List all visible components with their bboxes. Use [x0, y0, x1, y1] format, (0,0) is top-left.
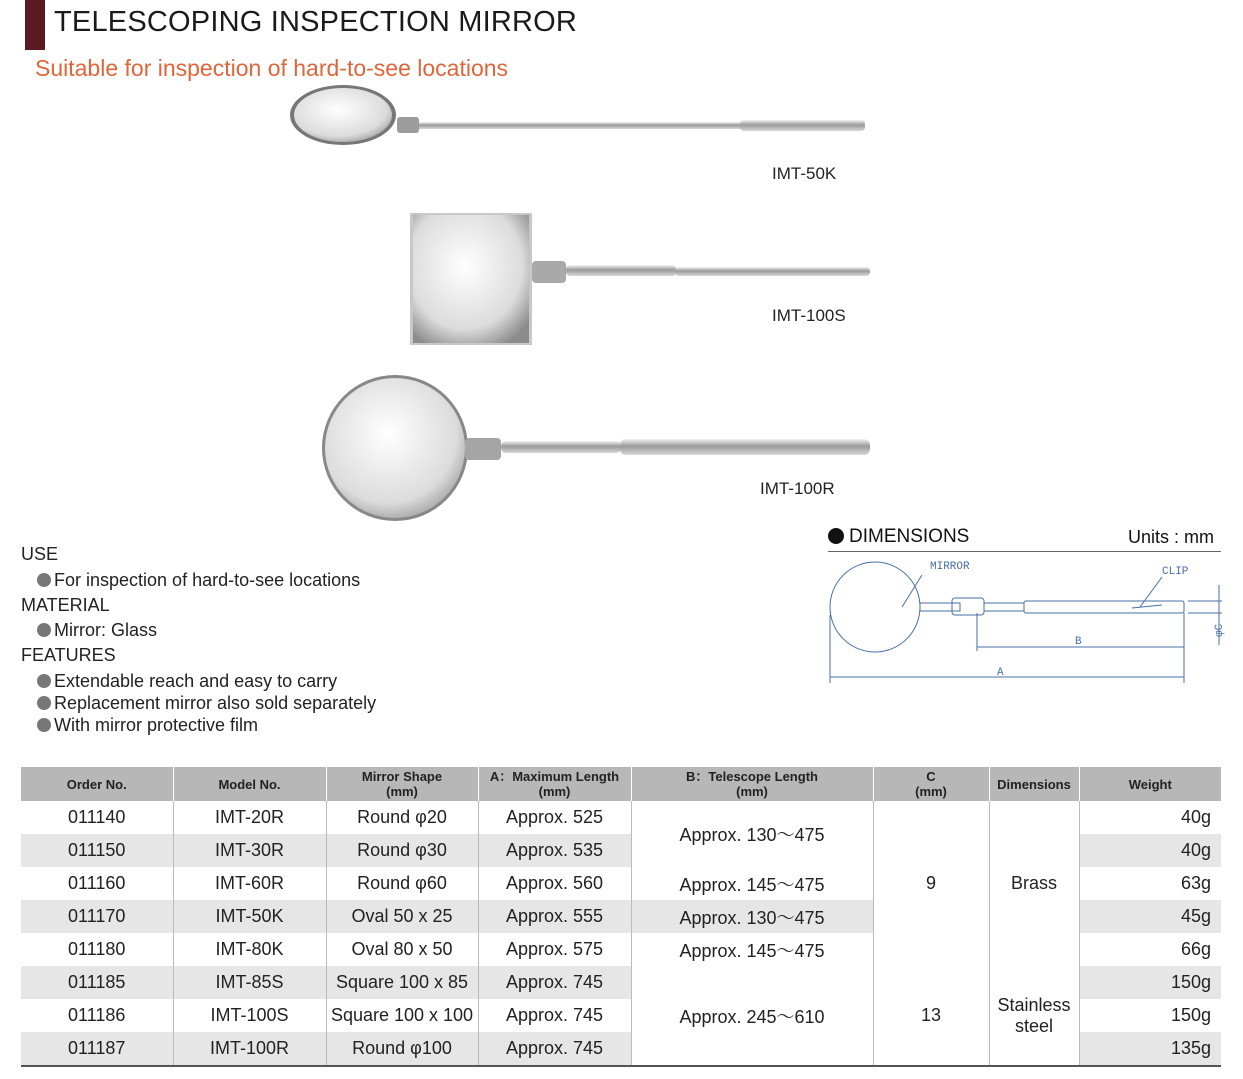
cell-c: 13 — [873, 966, 989, 1066]
cell-order: 011180 — [68, 939, 126, 959]
cell-shape: Round φ60 — [326, 867, 478, 900]
cell-max-length: Approx. 555 — [478, 900, 631, 933]
col-header-order: Order No. — [21, 767, 173, 801]
product-label-imt-50k: IMT-50K — [772, 164, 837, 183]
product-label-imt-100r: IMT-100R — [760, 479, 835, 498]
cell-model: IMT-30R — [173, 834, 326, 867]
dimension-label-mirror: MIRROR — [930, 561, 970, 573]
cell-telescope: Approx. 145～475 — [631, 933, 873, 966]
cell-model: IMT-50K — [173, 900, 326, 933]
product-label-imt-100s: IMT-100S — [772, 306, 846, 325]
cell-weight: 66g — [1079, 933, 1221, 966]
units-label: Units : mm — [1128, 527, 1215, 547]
feature-item: With mirror protective film — [37, 715, 258, 736]
cell-shape: Round φ30 — [326, 834, 478, 867]
cell-order: 011170 — [21, 900, 173, 933]
spec-table — [21, 767, 1221, 1067]
col-header-model: Model No. — [173, 767, 326, 801]
cell-max-length: Approx. 745 — [478, 999, 631, 1032]
cell-telescope: Approx. 130～475 — [631, 801, 873, 867]
page-title: TELESCOPING INSPECTION MIRROR — [54, 6, 578, 38]
col-header-shape: Mirror Shape (mm) — [326, 767, 478, 801]
col-header-c: C (mm) — [873, 767, 989, 801]
cell-order: 011150 — [21, 834, 173, 867]
dimension-label-a: A — [997, 667, 1004, 679]
col-header-dimensions: Dimensions — [989, 767, 1079, 801]
cell-dimensions: Brass — [989, 801, 1079, 966]
cell-model: IMT-100S — [173, 999, 326, 1032]
page-subtitle: Suitable for inspection of hard-to-see locations — [35, 55, 509, 81]
product-photo-oval-mirror — [285, 82, 875, 162]
cell-shape: Square 100 x 85 — [326, 966, 478, 999]
col-header-a: A：Maximum Length (mm) — [478, 767, 631, 801]
title-accent-bar — [25, 0, 45, 50]
bullet-icon — [828, 528, 844, 544]
product-photo-square-mirror — [400, 205, 880, 355]
cell-telescope: Approx. 130～475 — [631, 900, 873, 933]
cell-shape: Square 100 x 100 — [326, 999, 478, 1032]
dimensions-heading: DIMENSIONS — [828, 526, 969, 548]
material-heading: MATERIAL — [21, 595, 110, 615]
dimensions-diagram — [822, 555, 1232, 690]
dimensions-divider — [828, 551, 1221, 552]
col-header-b: B：Telescope Length (mm) — [631, 767, 873, 801]
bullet-icon — [37, 573, 51, 587]
feature-item: Extendable reach and easy to carry — [37, 671, 337, 692]
cell-weight: 150g — [1079, 999, 1221, 1032]
cell-shape: Round φ100 — [326, 1032, 478, 1066]
dimension-label-clip: CLIP — [1162, 566, 1189, 578]
cell-order: 011186 — [68, 1005, 126, 1025]
product-photo-round-mirror — [315, 370, 880, 530]
cell-weight: 40g — [1079, 801, 1221, 834]
dimension-label-c: φC — [1214, 623, 1226, 637]
cell-max-length: Approx. 575 — [478, 933, 631, 966]
cell-max-length: Approx. 745 — [478, 966, 631, 999]
cell-order: 011185 — [21, 966, 173, 999]
cell-shape: Round φ20 — [326, 801, 478, 834]
cell-max-length: Approx. 535 — [478, 834, 631, 867]
features-heading: FEATURES — [21, 645, 116, 665]
dimension-label-b: B — [1075, 636, 1082, 648]
cell-model: IMT-85S — [173, 966, 326, 999]
table-header-row — [21, 767, 1221, 801]
cell-weight: 45g — [1079, 900, 1221, 933]
cell-model: IMT-100R — [173, 1032, 326, 1066]
cell-weight: 40g — [1079, 834, 1221, 867]
cell-c: 9 — [873, 801, 989, 966]
cell-weight: 63g — [1079, 867, 1221, 900]
cell-max-length: Approx. 525 — [478, 801, 631, 834]
bullet-icon — [37, 718, 51, 732]
cell-telescope: Approx. 145～475 — [631, 867, 873, 900]
material-item: Mirror: Glass — [37, 620, 157, 641]
use-heading: USE — [21, 544, 59, 564]
feature-item: Replacement mirror also sold separately — [37, 693, 376, 714]
cell-max-length: Approx. 745 — [478, 1032, 631, 1066]
cell-order: 011187 — [21, 1032, 173, 1066]
cell-weight: 135g — [1079, 1032, 1221, 1066]
table-row — [21, 966, 1221, 999]
cell-max-length: Approx. 560 — [478, 867, 631, 900]
bullet-icon — [37, 696, 51, 710]
cell-order: 011160 — [68, 873, 126, 893]
col-header-weight: Weight — [1079, 767, 1221, 801]
table-row — [21, 801, 1221, 834]
cell-order: 011140 — [68, 807, 126, 827]
bullet-icon — [37, 674, 51, 688]
cell-weight: 150g — [1079, 966, 1221, 999]
bullet-icon — [37, 623, 51, 637]
use-item: For inspection of hard-to-see locations — [37, 570, 360, 591]
cell-model: IMT-60R — [173, 867, 326, 900]
cell-model: IMT-80K — [173, 933, 326, 966]
cell-shape: Oval 80 x 50 — [326, 933, 478, 966]
cell-model: IMT-20R — [173, 801, 326, 834]
cell-shape: Oval 50 x 25 — [326, 900, 478, 933]
cell-dimensions: Stainless steel — [989, 966, 1079, 1066]
cell-telescope: Approx. 245～610 — [631, 966, 873, 1066]
